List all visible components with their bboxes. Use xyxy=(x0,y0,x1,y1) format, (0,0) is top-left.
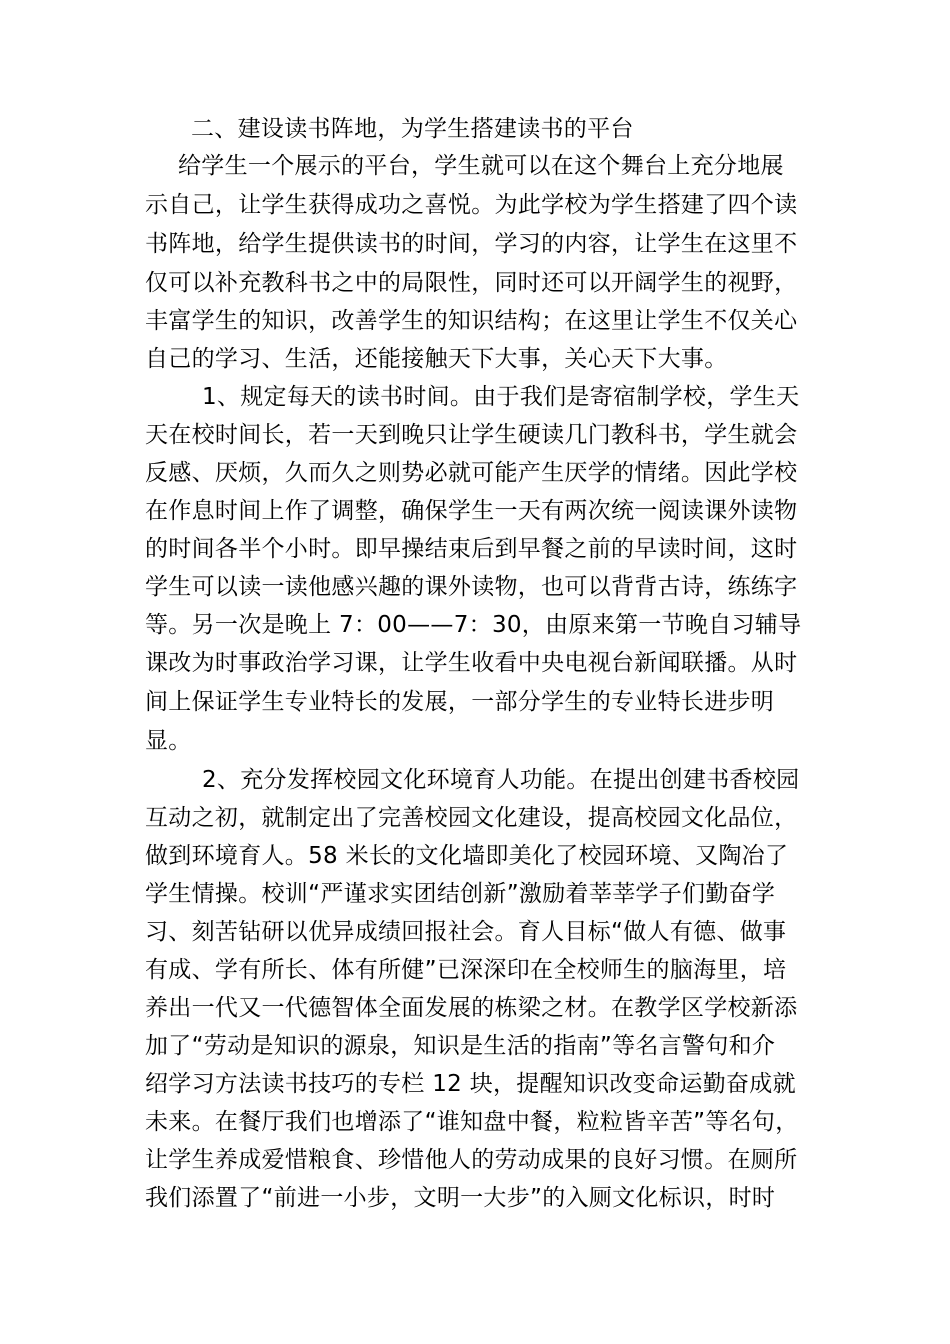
paragraph-line: 加了“劳动是知识的源泉，知识是生活的指南”等名言警句和介 xyxy=(145,1033,776,1059)
paragraph-line: 养出一代又一代德智体全面发展的栋梁之材。在教学区学校新添 xyxy=(145,995,798,1021)
paragraph-line: 绍学习方法读书技巧的专栏 12 块，提醒知识改变命运勤奋成就 xyxy=(145,1071,796,1097)
paragraph-line: 给学生一个展示的平台，学生就可以在这个舞台上充分地展 xyxy=(178,153,784,179)
paragraph-line: 2、充分发挥校园文化环境育人功能。在提出创建书香校园 xyxy=(202,767,800,793)
paragraph-line: 丰富学生的知识，改善学生的知识结构；在这里让学生不仅关心 xyxy=(145,308,798,334)
paragraph-line: 学生情操。校训“严谨求实团结创新”激励着莘莘学子们勤奋学 xyxy=(145,881,776,907)
paragraph-line: 书阵地，给学生提供读书的时间，学习的内容，让学生在这里不 xyxy=(145,231,798,257)
paragraph-line: 等。另一次是晚上 7：00——7：30，由原来第一节晚自习辅导 xyxy=(145,612,802,638)
paragraph-line: 有成、学有所长、体有所健”已深深印在全校师生的脑海里，培 xyxy=(145,957,787,983)
paragraph-line: 自己的学习、生活，还能接触天下大事，关心天下大事。 xyxy=(145,346,728,372)
paragraph-line: 显。 xyxy=(145,728,192,754)
paragraph-line: 互动之初，就制定出了完善校园文化建设，提高校园文化品位， xyxy=(145,805,798,831)
paragraph-line: 仅可以补充教科书之中的局限性，同时还可以开阔学生的视野， xyxy=(145,270,798,296)
paragraph-line: 在作息时间上作了调整，确保学生一天有两次统一阅读课外读物 xyxy=(145,498,798,524)
paragraph-line: 1、规定每天的读书时间。由于我们是寄宿制学校，学生天 xyxy=(202,384,800,410)
paragraph-line: 的时间各半个小时。即早操结束后到早餐之前的早读时间，这时 xyxy=(145,536,798,562)
paragraph-line: 学生可以读一读他感兴趣的课外读物，也可以背背古诗，练练字 xyxy=(145,574,798,600)
paragraph-line: 我们添置了“前进一小步，文明一大步”的入厕文化标识，时时 xyxy=(145,1185,776,1211)
paragraph-line: 做到环境育人。58 米长的文化墙即美化了校园环境、又陶冶了 xyxy=(145,843,789,869)
paragraph-line: 间上保证学生专业特长的发展，一部分学生的专业特长进步明 xyxy=(145,689,775,715)
paragraph-line: 未来。在餐厅我们也增添了“谁知盘中餐，粒粒皆辛苦”等名句， xyxy=(145,1109,799,1135)
paragraph-line: 反感、厌烦，久而久之则势必就可能产生厌学的情绪。因此学校 xyxy=(145,460,798,486)
paragraph-line: 天在校时间长，若一天到晚只让学生硬读几门教科书，学生就会 xyxy=(145,422,798,448)
paragraph-line: 让学生养成爱惜粮食、珍惜他人的劳动成果的良好习惯。在厕所 xyxy=(145,1147,798,1173)
section-heading: 二、建设读书阵地，为学生搭建读书的平台 xyxy=(191,116,634,142)
paragraph-line: 课改为时事政治学习课，让学生收看中央电视台新闻联播。从时 xyxy=(145,650,798,676)
paragraph-line: 示自己，让学生获得成功之喜悦。为此学校为学生搭建了四个读 xyxy=(145,192,798,218)
paragraph-line: 习、刻苦钻研以优异成绩回报社会。育人目标“做人有德、做事 xyxy=(145,919,787,945)
